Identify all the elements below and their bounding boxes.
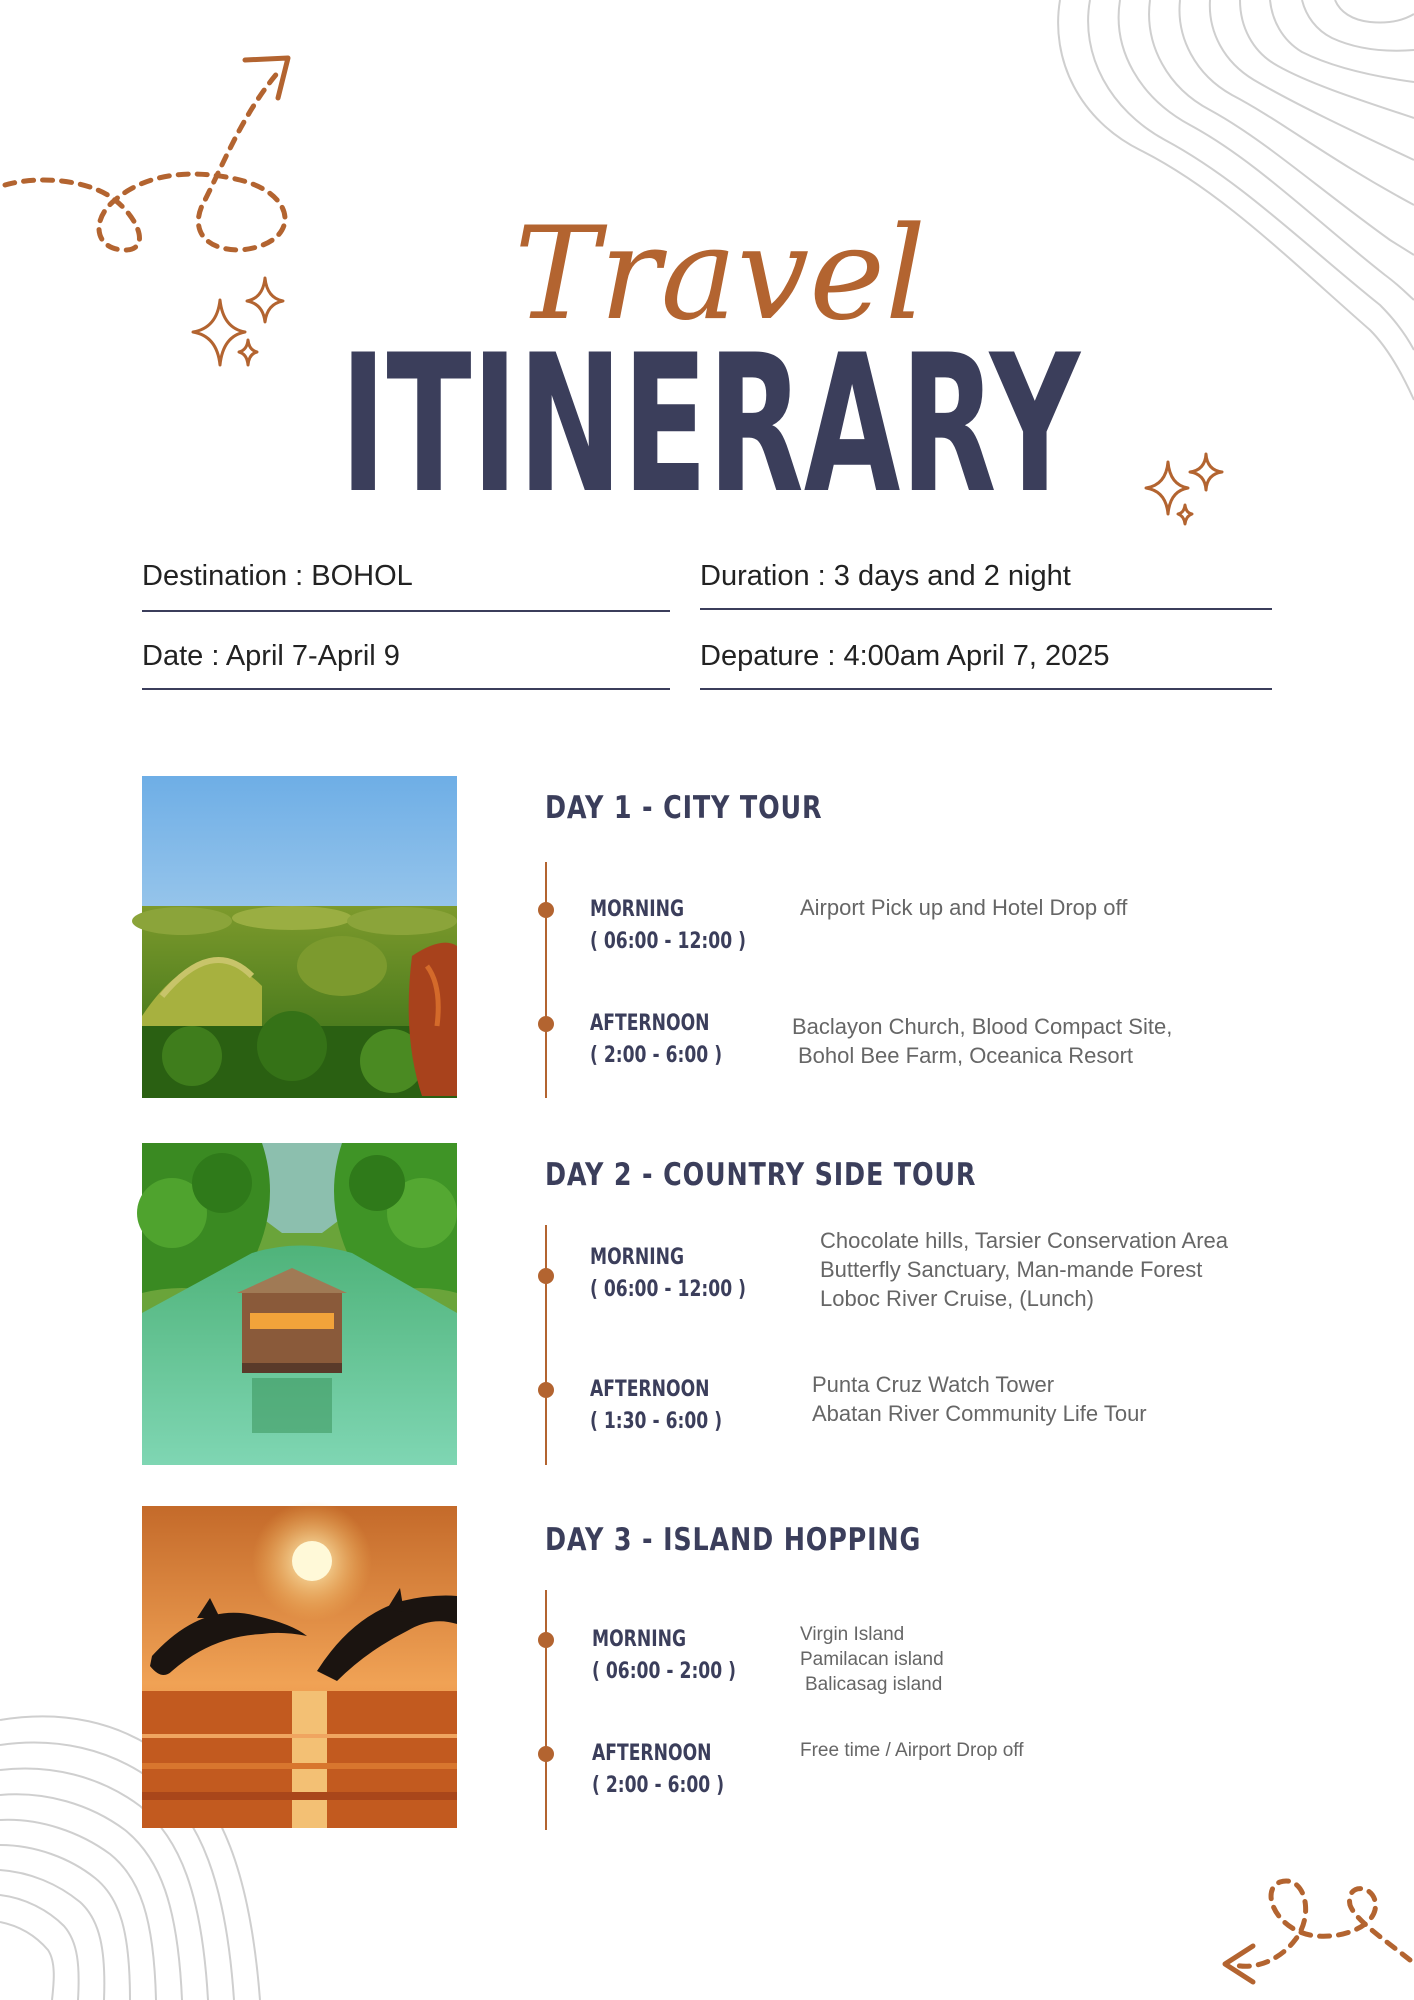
afternoon-label: AFTERNOON ( 1:30 - 6:00 ) <box>590 1377 723 1434</box>
sparkle-icon <box>185 270 290 380</box>
divider <box>700 608 1272 610</box>
day1-photo <box>142 776 457 1098</box>
afternoon-activities: Punta Cruz Watch Tower Abatan River Community Life Tour <box>812 1372 1147 1426</box>
morning-activities: Airport Pick up and Hotel Drop off <box>800 895 1128 920</box>
timeline-dot <box>538 1746 554 1762</box>
timeline <box>545 1590 547 1830</box>
divider <box>142 610 670 612</box>
morning-label: MORNING ( 06:00 - 12:00 ) <box>590 1245 746 1302</box>
day-title: DAY 2 - COUNTRY SIDE TOUR <box>545 1157 977 1193</box>
morning-label: MORNING ( 06:00 - 2:00 ) <box>592 1627 737 1684</box>
divider <box>142 688 670 690</box>
morning-activities: Chocolate hills, Tarsier Conservation Area Butterfly Sanctuary, Man-mande Forest Loboc River Cruise, (Lunch) <box>820 1228 1229 1311</box>
day-title: DAY 1 - CITY TOUR <box>545 790 823 826</box>
timeline-dot <box>538 1268 554 1284</box>
title-main-word: ITINERARY <box>340 314 1082 535</box>
duration-field: Duration : 3 days and 2 night <box>700 560 1071 592</box>
dashed-arrow-top-left <box>0 50 310 260</box>
timeline-dot <box>538 1016 554 1032</box>
divider <box>700 688 1272 690</box>
sparkle-icon <box>1140 450 1230 530</box>
day2-photo <box>142 1143 457 1465</box>
timeline <box>545 862 547 1098</box>
timeline-dot <box>538 1632 554 1648</box>
date-field: Date : April 7-April 9 <box>142 640 400 672</box>
day3-photo <box>142 1506 457 1828</box>
afternoon-activities: Baclayon Church, Blood Compact Site, Bohol Bee Farm, Oceanica Resort <box>792 1014 1173 1068</box>
timeline-dot <box>538 902 554 918</box>
afternoon-label: AFTERNOON ( 2:00 - 6:00 ) <box>592 1741 725 1798</box>
departure-field: Depature : 4:00am April 7, 2025 <box>700 640 1110 672</box>
afternoon-label: AFTERNOON ( 2:00 - 6:00 ) <box>590 1011 723 1068</box>
destination-field: Destination : BOHOL <box>142 560 413 592</box>
morning-label: MORNING ( 06:00 - 12:00 ) <box>590 897 746 954</box>
dashed-arrow-bottom-right <box>1215 1860 1414 2000</box>
title-main <box>330 314 1090 535</box>
timeline-dot <box>538 1382 554 1398</box>
contour-lines-top-right <box>1040 0 1414 410</box>
afternoon-activities: Free time / Airport Drop off <box>800 1740 1024 1761</box>
morning-activities: Virgin Island Pamilacan island Balicasag island <box>800 1624 944 1695</box>
timeline <box>545 1225 547 1465</box>
title-script-word: Travel <box>514 200 926 349</box>
day-title: DAY 3 - ISLAND HOPPING <box>545 1522 922 1558</box>
